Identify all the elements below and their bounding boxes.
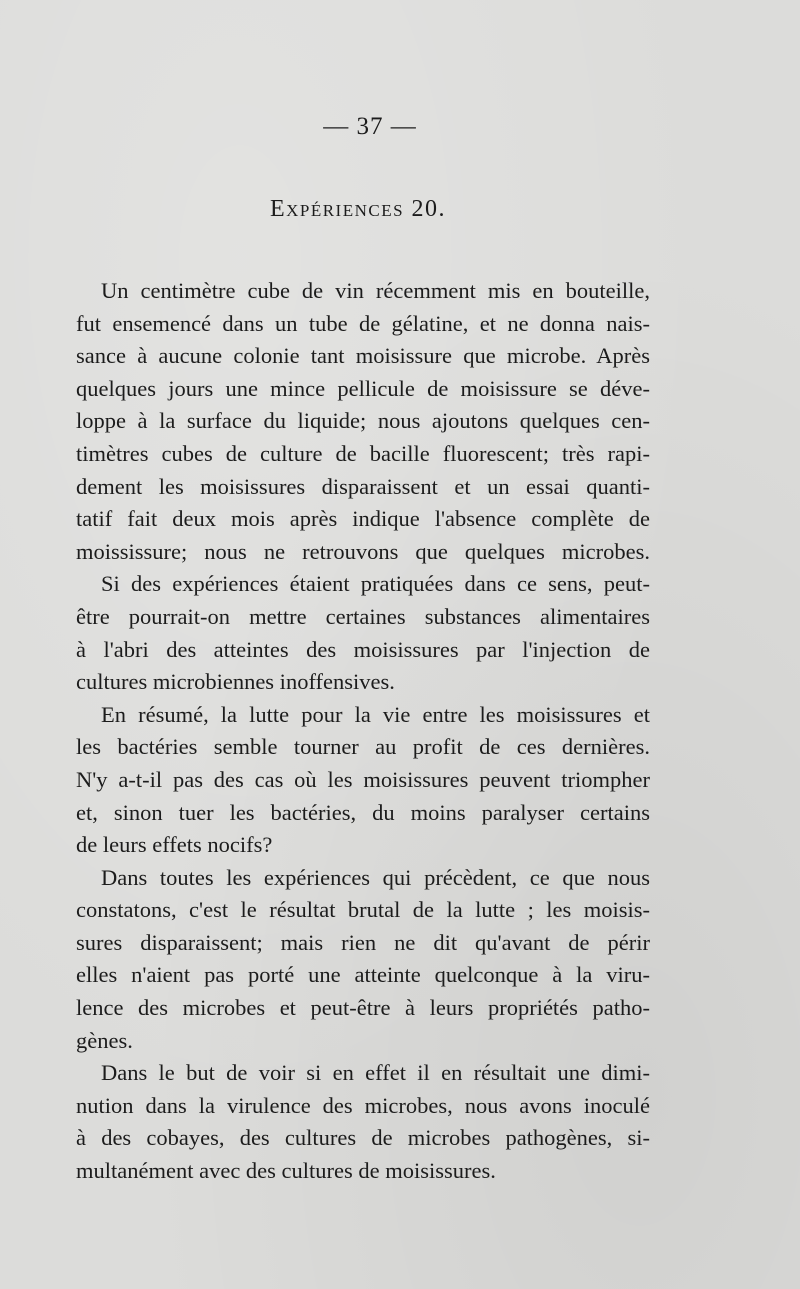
text-line: multanément avec des cultures de moisissures. [76,1158,496,1184]
text-line: quelques jours une mince pellicule de moisissure se déve- [76,375,650,401]
text-line: constatons, c'est le résultat brutal de la lutte ; les moisis- [76,897,650,923]
text-line: Dans le but de voir si en effet il en résultait une dimi- [101,1060,650,1086]
text-line: sance à aucune colonie tant moisissure que microbe. Après [76,343,650,369]
text-line: cultures microbiennes inoffensives. [76,669,395,695]
paragraph [76,699,650,862]
text-line: tatif fait deux mois après indique l'absence complète de [76,506,650,532]
paragraph [76,568,650,698]
section-heading: Expériences 20. [269,196,447,222]
text-line: sures disparaissent; mais rien ne dit qu'avant de périr [76,929,650,955]
text-line: timètres cubes de culture de bacille fluorescent; très rapi- [76,440,650,466]
paragraph [76,1057,650,1187]
text-line: dement les moisissures disparaissent et un essai quanti- [76,473,650,499]
text-line: moississure; nous ne retrouvons que quelques microbes. [76,538,650,564]
page-number: — 37 — [323,113,417,140]
text-line: N'y a-t-il pas des cas où les moisissures peuvent triompher [76,766,650,792]
text-line: Dans toutes les expériences qui précèdent, ce que nous [101,864,650,890]
text-line: fut ensemencé dans un tube de gélatine, et ne donna nais- [76,310,650,336]
text-line: à des cobayes, des cultures de microbes pathogènes, si- [76,1125,650,1151]
text-line: être pourrait-on mettre certaines substances alimentaires [76,603,650,629]
text-line: loppe à la surface du liquide; nous ajoutons quelques cen- [76,408,650,434]
paragraph [76,275,650,568]
text-line: lence des microbes et peut-être à leurs propriétés patho- [76,995,650,1021]
body-text [76,275,650,1188]
text-line: à l'abri des atteintes des moisissures par l'injection de [76,636,650,662]
text-line: En résumé, la lutte pour la vie entre les moisissures et [101,701,650,727]
text-line: les bactéries semble tourner au profit de ces dernières. [76,734,650,760]
paragraph [76,862,650,1058]
text-line: de leurs effets nocifs? [76,832,273,858]
text-line: elles n'aient pas porté une atteinte quelconque à la viru- [76,962,650,988]
text-line: nution dans la virulence des microbes, nous avons inoculé [76,1092,650,1118]
text-line: Si des expériences étaient pratiquées dans ce sens, peut- [101,571,650,597]
text-line: gènes. [76,1027,133,1053]
text-line: Un centimètre cube de vin récemment mis en bouteille, [101,278,650,303]
text-line: et, sinon tuer les bactéries, du moins paralyser certains [76,799,650,825]
